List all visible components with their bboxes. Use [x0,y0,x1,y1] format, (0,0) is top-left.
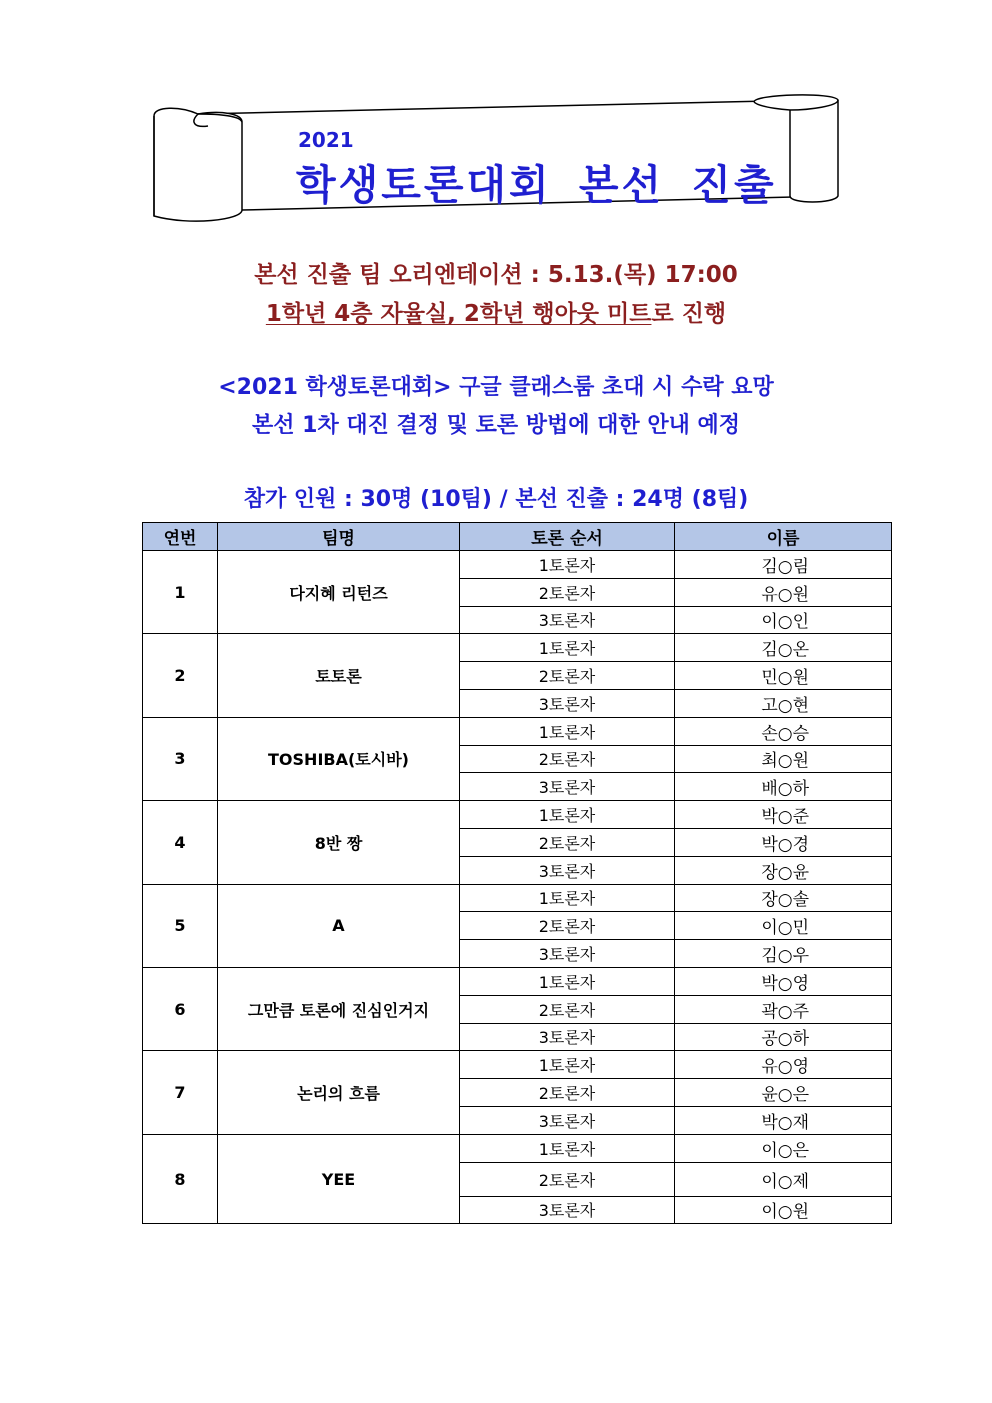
header-number: 연번 [143,523,218,551]
member-name: 김○림 [675,551,892,579]
debate-order: 3토론자 [460,1023,675,1051]
member-name: 이○은 [675,1134,892,1162]
debate-order: 2토론자 [460,1079,675,1107]
member-name: 민○원 [675,662,892,690]
table-row [143,1134,892,1162]
team-name: 그만큼 토론에 진심인거지 [218,967,460,1050]
team-number: 3 [143,717,218,800]
title-banner [150,92,842,228]
debate-order: 3토론자 [460,773,675,801]
team-number: 5 [143,884,218,967]
banner-title: 학생토론대회 본선 진출 [296,161,777,209]
participants-summary: 참가 인원 : 30명 (10팀) / 본선 진출 : 24명 (8팀) [243,487,749,512]
member-name: 고○현 [675,689,892,717]
team-number: 4 [143,801,218,884]
debate-order: 1토론자 [460,551,675,579]
debate-order: 2토론자 [460,662,675,690]
table-row [143,717,892,745]
member-name: 이○민 [675,912,892,940]
member-name: 박○준 [675,801,892,829]
debate-order: 3토론자 [460,606,675,634]
team-number: 1 [143,551,218,634]
member-name: 장○윤 [675,856,892,884]
team-number: 8 [143,1134,218,1224]
member-name: 장○솔 [675,884,892,912]
team-number: 6 [143,967,218,1050]
member-name: 배○하 [675,773,892,801]
roster-table [142,522,892,1224]
table-header-row [143,523,892,551]
location-underlined: 1학년 4층 자율실, 2학년 행아웃 미트 [265,301,652,327]
table-row [143,801,892,829]
header-order: 토론 순서 [460,523,675,551]
table-row [143,634,892,662]
team-number: 7 [143,1051,218,1134]
member-name: 박○영 [675,967,892,995]
table-row [143,1051,892,1079]
team-name: 논리의 흐름 [218,1051,460,1134]
debate-order: 2토론자 [460,578,675,606]
team-number: 2 [143,634,218,717]
debate-order: 1토론자 [460,884,675,912]
debate-order: 2토론자 [460,828,675,856]
member-name: 유○원 [675,578,892,606]
bracket-notice: 본선 1차 대진 결정 및 토론 방법에 대한 안내 예정 [251,413,741,438]
member-name: 이○인 [675,606,892,634]
team-name: 다지혜 리턴즈 [218,551,460,634]
header-name: 이름 [675,523,892,551]
team-name: 토토론 [218,634,460,717]
member-name: 이○제 [675,1162,892,1196]
banner-year: 2021 [298,128,354,152]
team-name: A [218,884,460,967]
debate-order: 3토론자 [460,1196,675,1224]
member-name: 최○원 [675,745,892,773]
member-name: 손○승 [675,717,892,745]
team-name: 8반 짱 [218,801,460,884]
debate-order: 2토론자 [460,912,675,940]
debate-order: 3토론자 [460,689,675,717]
table-row [143,551,892,579]
header-team: 팀명 [218,523,460,551]
member-name: 김○우 [675,940,892,968]
location-rest: 로 진행 [651,301,727,327]
table-row [143,884,892,912]
team-name: YEE [218,1134,460,1224]
debate-order: 2토론자 [460,1162,675,1196]
debate-order: 1토론자 [460,1051,675,1079]
team-name: TOSHIBA(토시바) [218,717,460,800]
debate-order: 3토론자 [460,856,675,884]
orientation-notice: 본선 진출 팀 오리엔테이션 : 5.13.(목) 17:00 [254,262,738,288]
debate-order: 1토론자 [460,634,675,662]
member-name: 박○경 [675,828,892,856]
member-name: 공○하 [675,1023,892,1051]
debate-order: 1토론자 [460,1134,675,1162]
member-name: 유○영 [675,1051,892,1079]
table-row [143,967,892,995]
debate-order: 1토론자 [460,717,675,745]
debate-order: 2토론자 [460,995,675,1023]
debate-order: 1토론자 [460,801,675,829]
debate-order: 3토론자 [460,1106,675,1134]
location-notice [0,295,992,328]
debate-order: 1토론자 [460,967,675,995]
classroom-notice: <2021 학생토론대회> 구글 클래스룸 초대 시 수락 요망 [218,375,774,400]
member-name: 곽○주 [675,995,892,1023]
debate-order: 2토론자 [460,745,675,773]
member-name: 이○원 [675,1196,892,1224]
member-name: 김○온 [675,634,892,662]
member-name: 박○재 [675,1106,892,1134]
debate-order: 3토론자 [460,940,675,968]
member-name: 윤○은 [675,1079,892,1107]
